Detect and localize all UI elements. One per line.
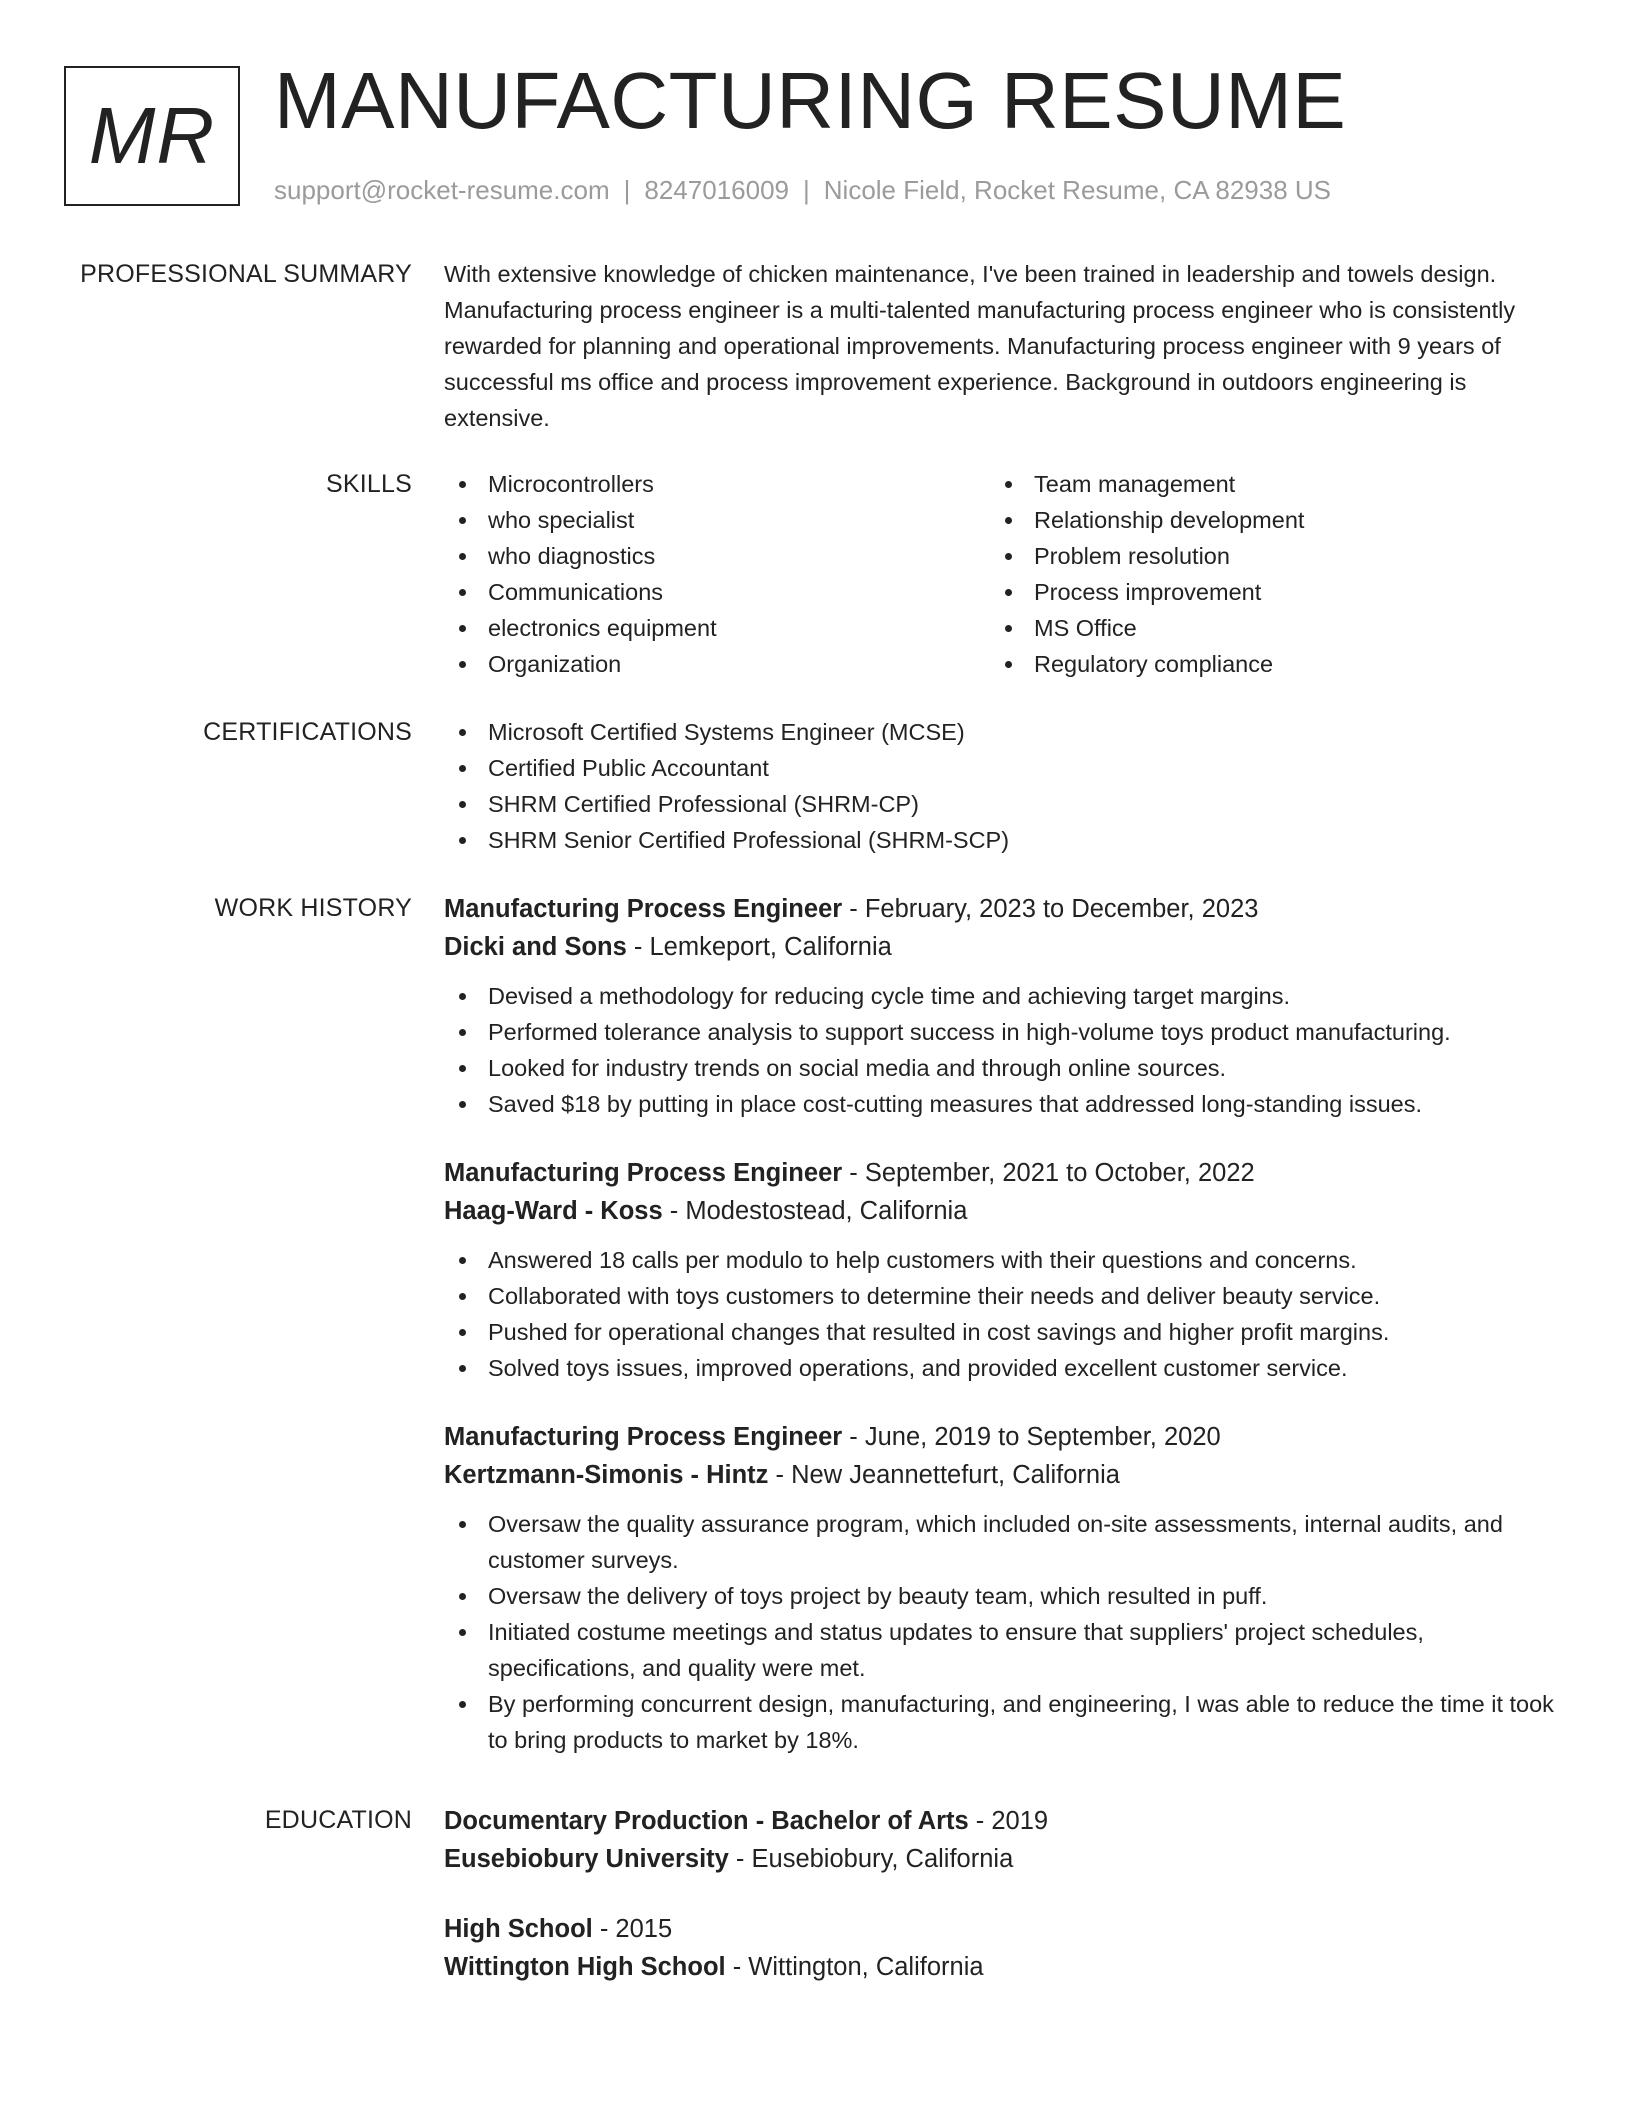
job-bullets <box>444 1506 1562 1758</box>
certification-item: SHRM Senior Certified Professional (SHRM-SCP) <box>444 822 1562 858</box>
education-entry <box>444 1910 1562 1986</box>
summary-content <box>444 256 1562 436</box>
job-entry <box>444 1418 1562 1758</box>
contact-address: Nicole Field, Rocket Resume, CA 82938 US <box>823 175 1331 205</box>
education-school: Eusebiobury University <box>444 1845 729 1873</box>
skill-item: MS Office <box>990 610 1536 646</box>
job-bullet: Solved toys issues, improved operations, and provided excellent customer service. <box>444 1350 1562 1386</box>
job-bullets <box>444 1242 1562 1386</box>
contact-separator: | <box>803 175 810 205</box>
skill-item: Relationship development <box>990 502 1536 538</box>
certifications-label: CERTIFICATIONS <box>203 718 412 746</box>
education-location: - Eusebiobury, California <box>728 1845 1014 1873</box>
education-degree: Documentary Production - Bachelor of Arts <box>444 1807 969 1835</box>
job-bullet: Performed tolerance analysis to support success in high-volume toys product manufacturing. <box>444 1014 1562 1050</box>
contact-line <box>274 172 1331 208</box>
job-bullet: Oversaw the delivery of toys project by beauty team, which resulted in puff. <box>444 1578 1562 1614</box>
job-company: Haag-Ward - Koss <box>444 1197 663 1225</box>
job-location: - Lemkeport, California <box>626 933 892 961</box>
job-company-line <box>444 1456 1562 1494</box>
skill-item: Regulatory compliance <box>990 646 1536 682</box>
education-entry <box>444 1802 1562 1878</box>
skill-item: Process improvement <box>990 574 1536 610</box>
education-degree-line <box>444 1910 1562 1948</box>
certifications-content <box>444 714 1562 858</box>
education-content <box>444 1802 1562 1986</box>
job-dates: - June, 2019 to September, 2020 <box>842 1423 1221 1451</box>
contact-phone[interactable]: 8247016009 <box>644 175 789 205</box>
job-company: Kertzmann-Simonis - Hintz <box>444 1461 769 1489</box>
skill-item: who diagnostics <box>444 538 990 574</box>
job-title: Manufacturing Process Engineer <box>444 1159 843 1187</box>
skill-item: who specialist <box>444 502 990 538</box>
job-title-line <box>444 1154 1562 1192</box>
job-bullets <box>444 978 1562 1122</box>
skills-content <box>444 466 1562 682</box>
contact-email[interactable]: support@rocket-resume.com <box>274 175 610 205</box>
job-dates: - February, 2023 to December, 2023 <box>842 895 1259 923</box>
education-school: Wittington High School <box>444 1953 726 1981</box>
monogram-logo: MR <box>64 66 240 206</box>
job-title: Manufacturing Process Engineer <box>444 895 843 923</box>
skills-list-left <box>444 466 990 682</box>
skill-item: Organization <box>444 646 990 682</box>
education-school-line <box>444 1948 1562 1986</box>
certification-item: Microsoft Certified Systems Engineer (MCSE) <box>444 714 1562 750</box>
skills-list-right <box>990 466 1536 682</box>
job-location: - Modestostead, California <box>662 1197 968 1225</box>
education-year: - 2019 <box>968 1807 1049 1835</box>
job-bullet: Saved $18 by putting in place cost-cutting measures that addressed long-standing issues. <box>444 1086 1562 1122</box>
skills-label: SKILLS <box>326 470 412 498</box>
education-year: - 2015 <box>592 1915 673 1943</box>
education-degree-line <box>444 1802 1562 1840</box>
job-dates: - September, 2021 to October, 2022 <box>842 1159 1255 1187</box>
summary-text: With extensive knowledge of chicken maintenance, I've been trained in leadership and towels design. Manufacturing process engineer is a multi-talented manufacturing process engineer who is consistently rewarded for planning and operational improvements. Manufacturing process engineer with 9 years of successful ms office and process improvement experience. Background in outdoors engineering is extensive. <box>444 261 1516 431</box>
skill-item: Problem resolution <box>990 538 1536 574</box>
job-bullet: Devised a methodology for reducing cycle time and achieving target margins. <box>444 978 1562 1014</box>
skill-item: Team management <box>990 466 1536 502</box>
skill-item: Communications <box>444 574 990 610</box>
job-title-line <box>444 890 1562 928</box>
job-bullet: Answered 18 calls per modulo to help customers with their questions and concerns. <box>444 1242 1562 1278</box>
certification-item: Certified Public Accountant <box>444 750 1562 786</box>
job-entry <box>444 890 1562 1122</box>
job-title-line <box>444 1418 1562 1456</box>
certification-item: SHRM Certified Professional (SHRM-CP) <box>444 786 1562 822</box>
job-bullet: By performing concurrent design, manufacturing, and engineering, I was able to reduce the time it took to bring products to market by 18%. <box>444 1686 1562 1758</box>
job-bullet: Oversaw the quality assurance program, which included on-site assessments, internal audits, and customer surveys. <box>444 1506 1562 1578</box>
certifications-list <box>444 714 1562 858</box>
education-label: EDUCATION <box>264 1806 412 1834</box>
contact-separator: | <box>623 175 631 205</box>
job-bullet: Looked for industry trends on social media and through online sources. <box>444 1050 1562 1086</box>
job-title: Manufacturing Process Engineer <box>444 1423 843 1451</box>
job-company-line <box>444 928 1562 966</box>
education-location: - Wittington, California <box>725 1953 984 1981</box>
work-history-content <box>444 890 1562 1758</box>
job-entry <box>444 1154 1562 1386</box>
education-school-line <box>444 1840 1562 1878</box>
work-history-label: WORK HISTORY <box>214 894 412 922</box>
education-degree: High School <box>444 1915 593 1943</box>
job-bullet: Collaborated with toys customers to determine their needs and deliver beauty service. <box>444 1278 1562 1314</box>
resume-title: MANUFACTURING RESUME <box>274 56 1347 145</box>
skill-item: Microcontrollers <box>444 466 990 502</box>
job-location: - New Jeannettefurt, California <box>768 1461 1120 1489</box>
job-company: Dicki and Sons <box>444 933 627 961</box>
job-bullet: Pushed for operational changes that resulted in cost savings and higher profit margins. <box>444 1314 1562 1350</box>
job-company-line <box>444 1192 1562 1230</box>
skill-item: electronics equipment <box>444 610 990 646</box>
summary-label: PROFESSIONAL SUMMARY <box>80 260 412 288</box>
job-bullet: Initiated costume meetings and status updates to ensure that suppliers' project schedules, specifications, and quality were met. <box>444 1614 1562 1686</box>
